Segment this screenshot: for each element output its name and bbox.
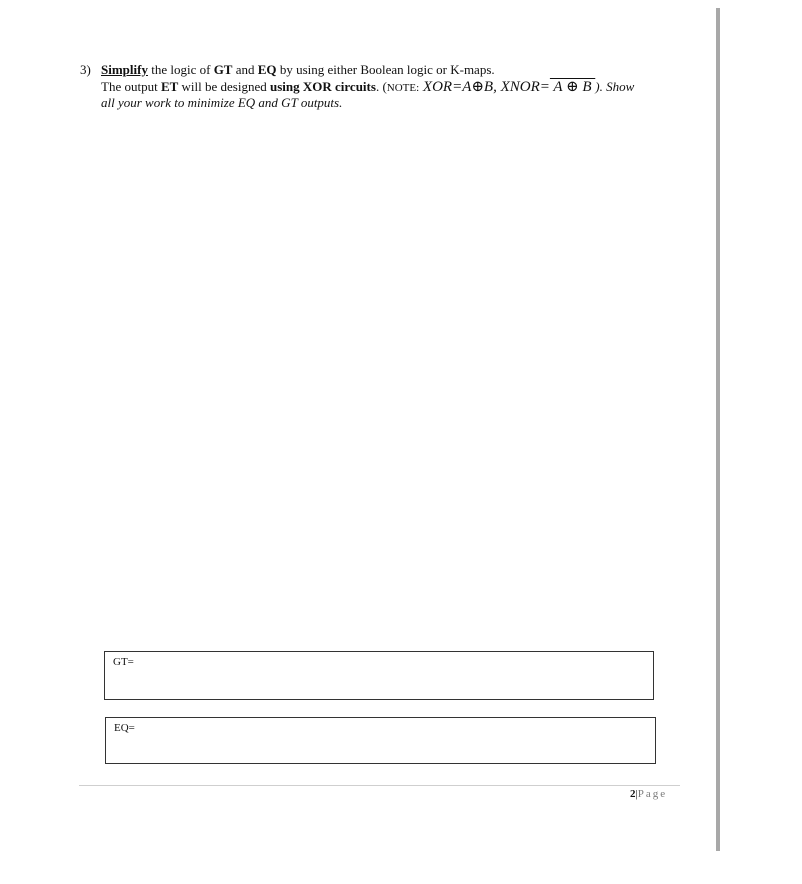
- question-line-1: [101, 61, 495, 78]
- page-word: Page: [637, 788, 668, 800]
- xnor-formula-prefix: XNOR=: [496, 79, 550, 95]
- text-segment: and: [232, 62, 258, 77]
- gt-answer-label: GT=: [113, 656, 134, 668]
- eq-term: EQ: [257, 62, 277, 77]
- text-segment: will be designed: [178, 79, 270, 94]
- et-term: ET: [160, 79, 179, 94]
- page-footer: [630, 788, 667, 800]
- page-number: 2: [630, 788, 636, 800]
- eq-answer-label: EQ=: [114, 722, 135, 734]
- note-label: NOTE:: [386, 82, 420, 94]
- text-segment: the logic of: [147, 62, 214, 77]
- gt-answer-box[interactable]: [104, 651, 654, 700]
- question-number: 3): [80, 62, 91, 77]
- question-line-3: all your work to minimize EQ and GT outputs.: [101, 95, 343, 110]
- text-segment: ).: [595, 79, 607, 94]
- text-segment: . (: [375, 79, 387, 94]
- show-word: Show: [606, 79, 635, 94]
- eq-answer-box[interactable]: [105, 717, 656, 764]
- xor-circuits-phrase: using XOR circuits: [270, 79, 376, 94]
- simplify-word: Simplify: [101, 62, 148, 77]
- footer-divider: [79, 785, 680, 786]
- footer-separator: |: [635, 788, 638, 800]
- text-segment: by using either Boolean logic or K-maps.: [276, 62, 495, 77]
- xnor-formula-overline: A ⊕ B: [549, 79, 596, 95]
- text-segment: The output: [101, 79, 161, 94]
- page-edge-scrollbar: [716, 8, 720, 851]
- gt-term: GT: [213, 62, 233, 77]
- xor-formula: XOR=A⊕B,: [419, 79, 497, 95]
